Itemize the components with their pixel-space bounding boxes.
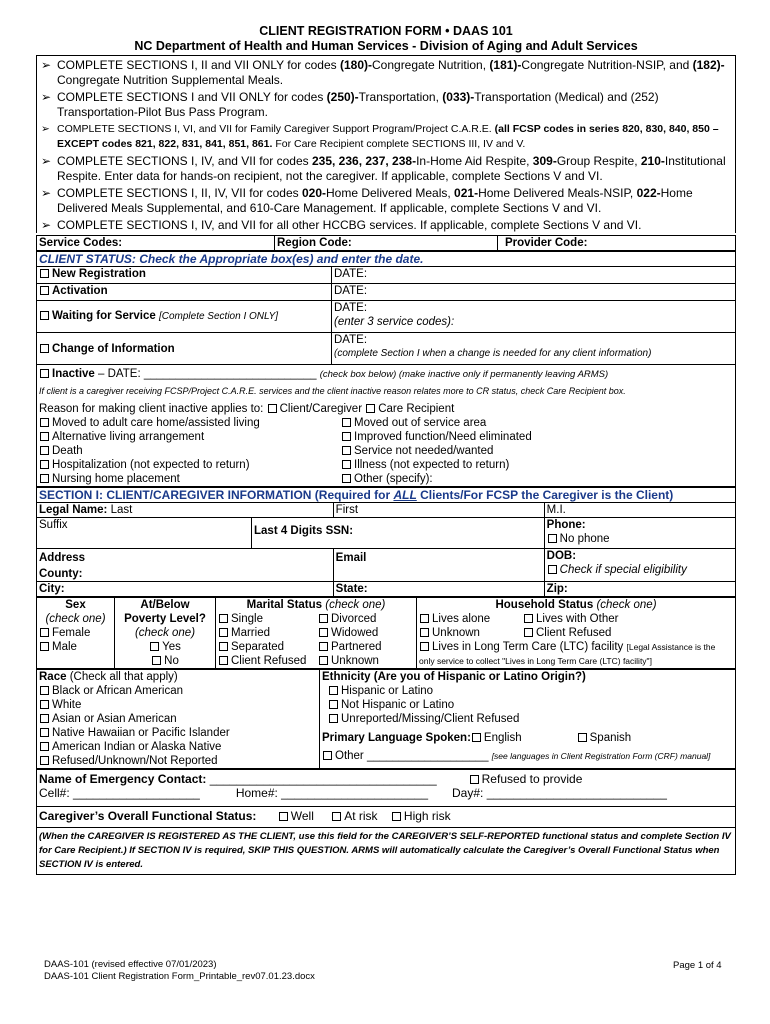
label-text: Home Delivered Meals Supplemental, and 610-Care Management. If applicable, complete Sections V and VI. (57, 186, 693, 215)
label-text: Widowed (331, 627, 379, 639)
zip-field[interactable]: Zip: (544, 582, 735, 597)
poverty-group: At/Below Poverty Level? (check one) Yes No (115, 598, 216, 669)
activation-option[interactable]: Activation (37, 284, 332, 301)
label-text: 020- (301, 186, 326, 200)
footer-left: DAAS-101 (revised effective 07/01/2023) DAAS-101 Client Registration Form_Printable_rev07.01.23.docx (44, 959, 315, 982)
ltc-checkbox[interactable] (420, 642, 429, 651)
label-text: Nursing home placement (52, 473, 180, 485)
inactive-reason-item[interactable] (341, 416, 532, 430)
suffix-field[interactable]: Suffix (37, 518, 252, 549)
label-text: Moved out of service area (354, 417, 487, 429)
checkbox[interactable] (420, 614, 429, 623)
form-title: CLIENT REGISTRATION FORM • DAAS 101 (259, 24, 513, 38)
checkbox[interactable] (319, 642, 328, 651)
label-text: In-Home Aid Respite, (416, 154, 533, 168)
label-text: Other (specify): (354, 473, 433, 485)
label-text: Service not needed/wanted (354, 445, 494, 457)
emergency-contact[interactable]: Name of Emergency Contact: __________________________________ Refused to provide Cell#: ___________________ Home#: ______________________ Day#: ___________________________ (37, 770, 736, 807)
checkbox[interactable] (40, 369, 49, 378)
label-text: (all FCSP codes in series 820, 830, 840, 850 – EXCEPT codes 821, 822, 831, 841, 851, 861. (57, 123, 719, 150)
checkbox[interactable] (342, 446, 351, 455)
care-recipient-checkbox[interactable] (366, 404, 375, 413)
checkbox[interactable] (40, 700, 49, 709)
page-number: Page 1 of 4 (673, 960, 722, 971)
checkbox[interactable] (40, 446, 49, 455)
poverty-yes-checkbox[interactable] (150, 642, 159, 651)
section1-table (36, 487, 736, 597)
marital-option[interactable] (318, 640, 414, 654)
waiting-option[interactable]: Waiting for Service [Complete Section I ONLY] (37, 301, 332, 333)
marital-option[interactable] (218, 612, 318, 626)
marital-option[interactable] (218, 626, 318, 640)
checkbox[interactable] (40, 286, 49, 295)
household-option[interactable] (419, 626, 523, 640)
checkbox[interactable] (524, 614, 533, 623)
inactive-reasons (39, 416, 733, 486)
checkbox[interactable] (329, 700, 338, 709)
instruction-item (37, 154, 735, 184)
checkbox[interactable] (219, 642, 228, 651)
label-text: Home Delivered Meals-NSIP, (478, 186, 637, 200)
label-text: Married (231, 627, 270, 639)
checkbox[interactable] (342, 474, 351, 483)
checkbox[interactable] (40, 714, 49, 723)
label-text: Alternative living arrangement (52, 431, 205, 443)
checkbox[interactable] (319, 628, 328, 637)
legal-name-first[interactable]: First (333, 503, 544, 518)
change-date[interactable]: DATE: (complete Section I when a change is needed for any client information) (332, 333, 736, 365)
race-option[interactable] (39, 754, 317, 768)
label-text: Not Hispanic or Latino (341, 699, 455, 711)
arrow-bullet-icon: ➢ (41, 90, 52, 104)
inactive-reason-item[interactable] (341, 472, 532, 486)
marital-option[interactable] (318, 626, 414, 640)
label-text: Separated (231, 641, 285, 653)
label-text: Unknown (331, 655, 379, 667)
label-text: Lives with Other (536, 613, 619, 625)
caregiver-note: (When the CAREGIVER IS REGISTERED AS THE CLIENT, use this field for the CAREGIVER’S SELF-REPORTED functional status and complete Section IV for Care Recipient.) If SECTION IV is required, SKIP THIS QUESTION. ARMS will automatically calculate the Caregiver’s Overall Functional Status when SECTION IV is entered. (37, 828, 736, 875)
checkbox[interactable] (319, 614, 328, 623)
service-codes-field[interactable]: Service Codes: (37, 236, 275, 251)
caregiver-status: Caregiver’s Overall Functional Status: Well At risk High risk (37, 807, 736, 828)
sex-group: Sex (check one) Female Male (37, 598, 115, 669)
checkbox[interactable] (40, 474, 49, 483)
arrow-bullet-icon: ➢ (41, 218, 52, 232)
label-text: Congregate Nutrition-NSIP, and (521, 58, 693, 72)
new-registration-option[interactable]: New Registration (37, 267, 332, 284)
form-page (36, 24, 736, 875)
label-text: Institutional Respite. Enter data for hands-on recipient, not the caregiver. If applicable, complete Sections V and VI. (57, 154, 726, 183)
inactive-block (37, 365, 736, 487)
label-text: (033)- (442, 90, 475, 104)
arrow-bullet-icon: ➢ (41, 123, 50, 135)
arrow-bullet-icon: ➢ (41, 186, 52, 200)
label-text: Lives alone (432, 613, 491, 625)
region-code-field[interactable]: Region Code: (275, 236, 498, 251)
client-status-table (36, 251, 736, 487)
demographics-table (36, 597, 736, 669)
label-text: Unknown (432, 627, 480, 639)
checkbox[interactable] (40, 460, 49, 469)
codes-row (36, 235, 736, 251)
label-text: Transportation (Medical) and (252) Transportation-Pilot Bus Pass Program. (57, 90, 659, 119)
label-text: (181)- (489, 58, 522, 72)
checkbox[interactable] (329, 686, 338, 695)
checkbox[interactable] (342, 418, 351, 427)
label-text: Hospitalization (not expected to return) (52, 459, 250, 471)
ethnicity-option[interactable] (328, 712, 733, 726)
at-risk-checkbox[interactable] (332, 812, 341, 821)
english-checkbox[interactable] (472, 733, 481, 742)
checkbox[interactable] (40, 686, 49, 695)
arrow-bullet-icon: ➢ (41, 58, 52, 72)
marital-option[interactable] (218, 654, 318, 668)
legal-name-last[interactable]: Legal Name: Last (37, 503, 334, 518)
checkbox[interactable] (40, 311, 49, 320)
inactive-reason-item[interactable] (39, 416, 341, 430)
instruction-item (37, 186, 735, 216)
email-field[interactable]: Email (333, 549, 544, 582)
ethnicity-option[interactable] (328, 698, 733, 712)
instruction-item (37, 58, 735, 88)
inactive-reason-item[interactable] (39, 430, 341, 444)
city-field[interactable]: City: (37, 582, 334, 597)
label-text: White (52, 699, 82, 711)
marital-option[interactable] (318, 612, 414, 626)
checkbox[interactable] (329, 714, 338, 723)
special-eligibility-checkbox[interactable] (548, 565, 557, 574)
label-text: Black or African American (52, 685, 184, 697)
phone-field[interactable]: Phone: No phone (544, 518, 735, 549)
label-text: Divorced (331, 613, 377, 625)
inactive-reason-item[interactable] (341, 444, 532, 458)
instruction-item (37, 218, 735, 233)
checkbox[interactable] (219, 614, 228, 623)
ethnicity-group: Ethnicity (Are you of Hispanic or Latino Origin?) Hispanic or Latino Not Hispanic or Latino Unreported/Missing/Client Refused Primary Language Spoken: English Spanish Other ___________________ [see languages in Client Registration Form (CRF) manual] (320, 670, 736, 769)
new-registration-date[interactable]: DATE: (332, 267, 736, 284)
label-text: Transportation, (358, 90, 443, 104)
instruction-item (37, 122, 735, 152)
checkbox[interactable] (219, 628, 228, 637)
client-caregiver-checkbox[interactable] (268, 404, 277, 413)
checkbox[interactable] (40, 418, 49, 427)
label-text: Client Refused (231, 655, 307, 667)
label-text: COMPLETE SECTIONS I, IV, and VII for codes (57, 154, 312, 168)
marital-group: Marital Status (check one) Single Divorced Married Widowed Separated Partnered Client Refused Unknown (216, 598, 417, 669)
inactive-reason-item[interactable] (39, 472, 341, 486)
high-risk-checkbox[interactable] (392, 812, 401, 821)
refused-checkbox[interactable] (470, 775, 479, 784)
race-option[interactable] (39, 740, 317, 754)
waiting-date[interactable]: DATE: (enter 3 service codes): (332, 301, 736, 333)
label-text: Client Refused (536, 627, 612, 639)
label-text: 021- (454, 186, 479, 200)
caregiver-inactive-note: If client is a caregiver receiving FCSP/Project C.A.R.E. services and the client inactive reason relates more to CR status, check Care Recipient box. (39, 386, 626, 396)
legal-name-mi[interactable]: M.I. (544, 503, 735, 518)
label-text: Congregate Nutrition Supplemental Meals. (57, 73, 284, 87)
checkbox[interactable] (342, 460, 351, 469)
checkbox[interactable] (40, 728, 49, 737)
checkbox[interactable] (40, 344, 49, 353)
race-option[interactable] (39, 712, 317, 726)
household-option[interactable] (523, 612, 693, 626)
household-group: Household Status (check one) Lives alone Lives with Other Unknown Client Refused Lives in Long Term Care (LTC) facility [Legal Assistance is the only service to collect "Lives in Long Term Care (LTC) facility"] (417, 598, 736, 669)
no-phone-checkbox[interactable] (548, 534, 557, 543)
client-status-heading: CLIENT STATUS: Check the Appropriate box(es) and enter the date. (37, 252, 736, 267)
race-option[interactable] (39, 726, 317, 740)
checkbox[interactable] (40, 756, 49, 765)
activation-date[interactable]: DATE: (332, 284, 736, 301)
label-text: Home Delivered Meals, (326, 186, 455, 200)
label-text: Group Respite, (556, 154, 641, 168)
race-group: Race (Check all that apply) Black or African American White Asian or Asian American Native Hawaiian or Pacific Islander American Indian or Alaska Native Refused/Unknown/Not Reported (37, 670, 320, 769)
label-text: COMPLETE SECTIONS I, IV, and VII for all other HCCBG services. If applicable, complete Sections V and VI. (57, 218, 642, 232)
label-text: Unreported/Missing/Client Refused (341, 713, 520, 725)
inactive-reason-item[interactable] (39, 444, 341, 458)
race-option[interactable] (39, 698, 317, 712)
state-field[interactable]: State: (333, 582, 544, 597)
checkbox[interactable] (342, 432, 351, 441)
ssn-field[interactable]: Last 4 Digits SSN: (252, 518, 545, 549)
checkbox[interactable] (219, 656, 228, 665)
label-text: Native Hawaiian or Pacific Islander (52, 727, 230, 739)
label-text: Single (231, 613, 263, 625)
poverty-no-checkbox[interactable] (152, 656, 161, 665)
label-text: Partnered (331, 641, 382, 653)
label-text: For Care Recipient complete SECTIONS III, IV and V. (272, 138, 526, 150)
label-text: 235, 236, 237, 238- (311, 154, 417, 168)
label-text: Illness (not expected to return) (354, 459, 510, 471)
label-text: (182)- (692, 58, 725, 72)
label-text: Moved to adult care home/assisted living (52, 417, 260, 429)
female-checkbox[interactable] (40, 628, 49, 637)
label-text: COMPLETE SECTIONS I, II and VII ONLY for codes (57, 58, 340, 72)
instruction-item (37, 90, 735, 120)
section1-heading: SECTION I: CLIENT/CAREGIVER INFORMATION (Required for ALL Clients/For FCSP the Caregiver is the Client) (37, 488, 736, 503)
label-text: American Indian or Alaska Native (52, 741, 222, 753)
label-text: 210- (640, 154, 665, 168)
change-option[interactable]: Change of Information (37, 333, 332, 365)
provider-code-field[interactable]: Provider Code: (498, 236, 736, 251)
label-text: 022- (636, 186, 661, 200)
race-ethnicity-table (36, 669, 736, 769)
inactive-reason-item[interactable] (341, 458, 532, 472)
inactive-reason-line: Reason for making client inactive applies to: Client/Caregiver Care Recipient (39, 403, 455, 415)
label-text: 309- (532, 154, 557, 168)
inactive-option[interactable]: Inactive – DATE: ___________________________ (check box below) (make inactive only if permanently leaving ARMS) (39, 367, 733, 382)
male-checkbox[interactable] (40, 642, 49, 651)
well-checkbox[interactable] (279, 812, 288, 821)
label-text: COMPLETE SECTIONS I, VI, and VII for Family Caregiver Support Program/Project C.A.R.E. (57, 123, 495, 135)
label-text: Refused/Unknown/Not Reported (52, 755, 218, 767)
marital-option[interactable] (318, 654, 414, 668)
label-text: (250)- (326, 90, 359, 104)
instructions-box (36, 55, 736, 233)
marital-option[interactable] (218, 640, 318, 654)
checkbox[interactable] (40, 742, 49, 751)
form-subtitle: NC Department of Health and Human Services - Division of Aging and Adult Services (134, 39, 638, 53)
inactive-reason-item[interactable] (39, 458, 341, 472)
checkbox[interactable] (420, 628, 429, 637)
household-option[interactable] (523, 626, 693, 640)
checkbox[interactable] (40, 269, 49, 278)
other-language-checkbox[interactable] (323, 751, 332, 760)
household-option[interactable] (419, 612, 523, 626)
label-text: Asian or Asian American (52, 713, 177, 725)
label-text: Improved function/Need eliminated (354, 431, 532, 443)
arrow-bullet-icon: ➢ (41, 154, 52, 168)
inactive-reason-item[interactable] (341, 430, 532, 444)
address-field[interactable]: Address County: (37, 549, 334, 582)
label-text: COMPLETE SECTIONS I, II, IV, VII for codes (57, 186, 302, 200)
label-text: Hispanic or Latino (341, 685, 434, 697)
spanish-checkbox[interactable] (578, 733, 587, 742)
label-text: Congregate Nutrition, (372, 58, 490, 72)
emergency-table (36, 769, 736, 875)
ethnicity-option[interactable] (328, 684, 733, 698)
checkbox[interactable] (319, 656, 328, 665)
label-text: Death (52, 445, 83, 457)
label-text: (180)- (339, 58, 372, 72)
label-text: COMPLETE SECTIONS I and VII ONLY for codes (57, 90, 327, 104)
dob-field[interactable]: DOB: Check if special eligibility (544, 549, 735, 582)
checkbox[interactable] (40, 432, 49, 441)
checkbox[interactable] (524, 628, 533, 637)
race-option[interactable] (39, 684, 317, 698)
